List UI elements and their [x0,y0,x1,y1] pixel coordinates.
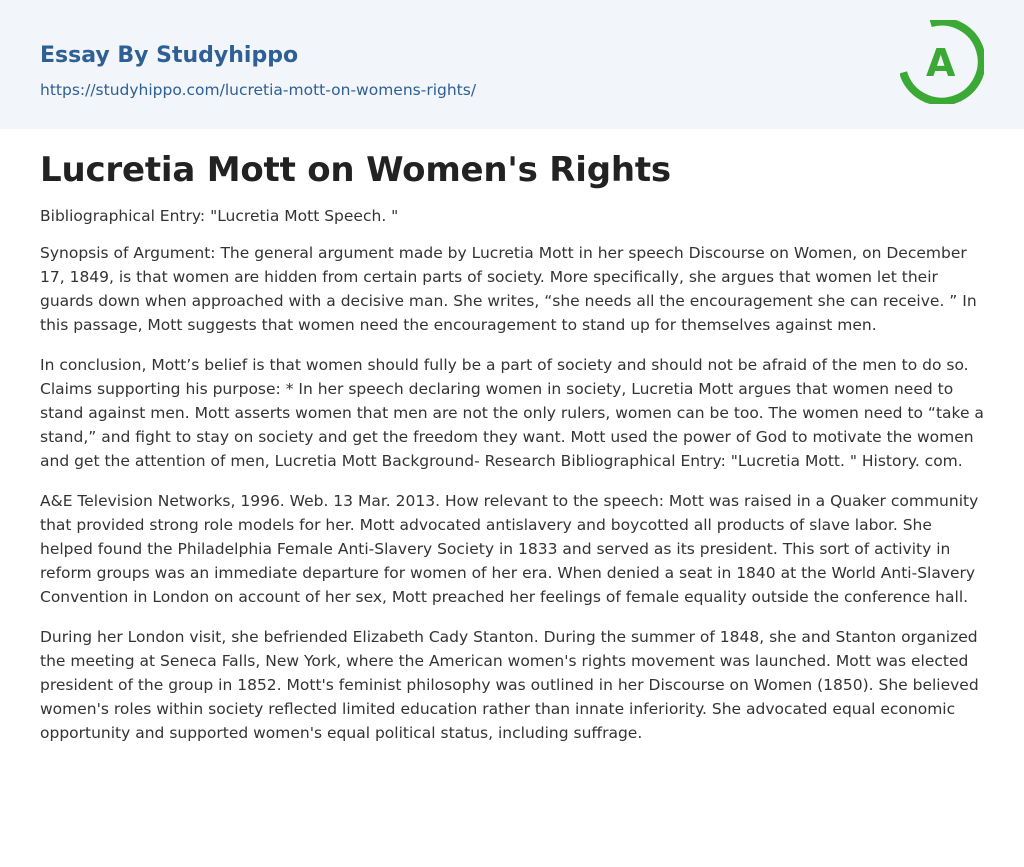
paragraph-background: A&E Television Networks, 1996. Web. 13 Mar. 2013. How relevant to the speech: Mott was raised in a Quaker community that provided strong role models for her. Mott advocated antislavery and boycotted all products of slave labor. She helped found the Philadelphia Female Anti-Slavery Society in 1833 and served as its president. This sort of activity in reform groups was an immediate departure for women of her era. When denied a seat in 1840 at the World Anti-Slavery Convention in London on account of her sex, Mott preached her feelings of female equality outside the conference hall. [40,492,979,606]
site-header [0,0,1024,129]
article-content [0,147,1024,745]
page-title: Lucretia Mott on Women's Rights [40,150,671,190]
source-url-link[interactable]: https://studyhippo.com/lucretia-mott-on-womens-rights/ [40,81,477,99]
paragraph-london-visit: During her London visit, she befriended Elizabeth Cady Stanton. During the summer of 1848, she and Stanton organized the meeting at Seneca Falls, New York, where the American women's rights movement was launched. Mott was elected president of the group in 1852. Mott's feminist philosophy was outlined in her Discourse on Women (1850). She believed women's roles within society reflected limited education rather than innate inferiority. She advocated equal economic opportunity and supported women's equal political status, including suffrage. [40,628,979,742]
paragraph-conclusion: In conclusion, Mott’s belief is that women should fully be a part of society and should not be afraid of the men to do so. Claims supporting his purpose: * In her speech declaring women in society, Lucretia Mott argues that women need to stand against men. Mott asserts women that men are not the only rulers, women can be too. The women need to “take a stand,” and fight to stay on society and get the freedom they want. Mott used the power of God to motivate the women and get the attention of men, Lucretia Mott Background- Research Bibliographical Entry: "Lucretia Mott. " History. com. [40,356,984,470]
paragraph-synopsis: Synopsis of Argument: The general argument made by Lucretia Mott in her speech Discourse on Women, on December 17, 1849, is that women are hidden from certain parts of society. More specifically, she argues that women let their guards down when approached with a decisive man. She writes, “she needs all the encouragement she can receive. ” In this passage, Mott suggests that women need the encouragement to stand up for themselves against men. [40,244,977,334]
brand-name[interactable]: Essay By Studyhippo [40,43,299,68]
bibliographical-entry: Bibliographical Entry: "Lucretia Mott Speech. " [40,207,399,225]
logo-letter: A [926,41,956,85]
studyhippo-logo-icon[interactable] [900,20,984,104]
